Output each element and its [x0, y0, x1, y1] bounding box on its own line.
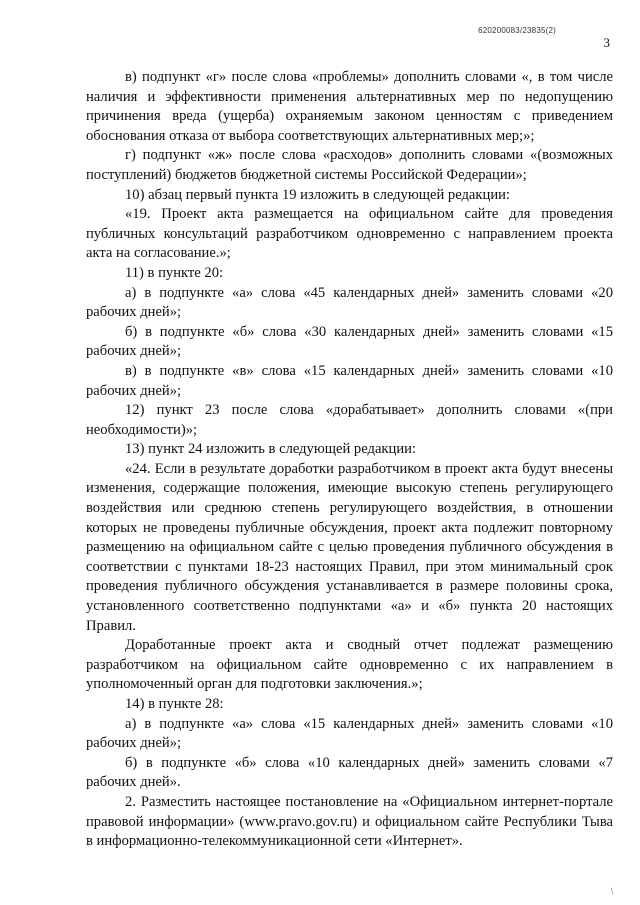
paragraph-14b: б) в подпункте «б» слова «10 календарных дней» заменить словами «7 рабочих дней».	[86, 754, 613, 791]
document-body	[86, 68, 613, 852]
paragraph-v: в) подпункт «г» после слова «проблемы» дополнить словами «, в том числе наличия и эффективности применения альтернативных мер по недопущению причинения вреда (ущерба) охраняемым законом ценностям с приведением обоснования отказа от выбора соответствующих альтернативных мер;»;	[86, 69, 613, 144]
paragraph-11b: б) в подпункте «б» слова «30 календарных дней» заменить словами «15 рабочих дней»;	[86, 323, 613, 360]
paragraph-14a: а) в подпункте «а» слова «15 календарных дней» заменить словами «10 рабочих дней»;	[86, 715, 613, 752]
paragraph-11a: а) в подпункте «а» слова «45 календарных дней» заменить словами «20 рабочих дней»;	[86, 284, 613, 321]
paragraph-12: 12) пункт 23 после слова «дорабатывает» дополнить словами «(при необходимости)»;	[86, 402, 613, 438]
paragraph-g: г) подпункт «ж» после слова «расходов» дополнить словами «(возможных поступлений) бюджетов бюджетной системы Российской Федерации»;	[86, 147, 613, 183]
paragraph-24-text: «24. Если в результате доработки разработчиком в проект акта будут внесены изменения, содержащие положения, имеющие высокую степень регулирующего воздействия или среднюю степень регулирующего воздействия, в отношении которых не проведены публичные обсуждения, проект акта подлежит повторному размещению на официальном сайте с целью проведения публичного обсуждения в соответствии с пунктами 18-23 настоящих Правил, при этом минимальный срок проведения публичного обсуждения устанавливается в размере половины срока, установленного соответственно подпунктами «а» и «б» пункта 20 настоящих Правил.	[86, 460, 613, 634]
paragraph-10: 10) абзац первый пункта 19 изложить в следующей редакции:	[125, 186, 510, 203]
corner-mark: /	[608, 886, 617, 897]
paragraph-24-continued: Доработанные проект акта и сводный отчет подлежат размещению разработчиком на официальном сайте одновременно с их направлением в уполномоченный орган для подготовки заключения.»;	[86, 637, 613, 693]
document-code: 620200083/23835(2)	[478, 26, 556, 35]
paragraph-2-publish: 2. Разместить настоящее постановление на «Официальном интернет-портале правовой информации» (www.pravo.gov.ru) и официальном сайте Республики Тыва в информационно-телекоммуникационной сети «Интернет».	[86, 793, 613, 850]
paragraph-11: 11) в пункте 20:	[125, 264, 224, 281]
page-number: 3	[603, 35, 610, 50]
paragraph-13: 13) пункт 24 изложить в следующей редакции:	[125, 441, 416, 458]
paragraph-11v: в) в подпункте «в» слова «15 календарных дней» заменить словами «10 рабочих дней»;	[86, 362, 613, 399]
paragraph-19-text: «19. Проект акта размещается на официальном сайте для проведения публичных консультаций разработчиком одновременно с направлением проекта акта на согласование.»;	[86, 206, 613, 262]
paragraph-14: 14) в пункте 28:	[125, 696, 224, 712]
